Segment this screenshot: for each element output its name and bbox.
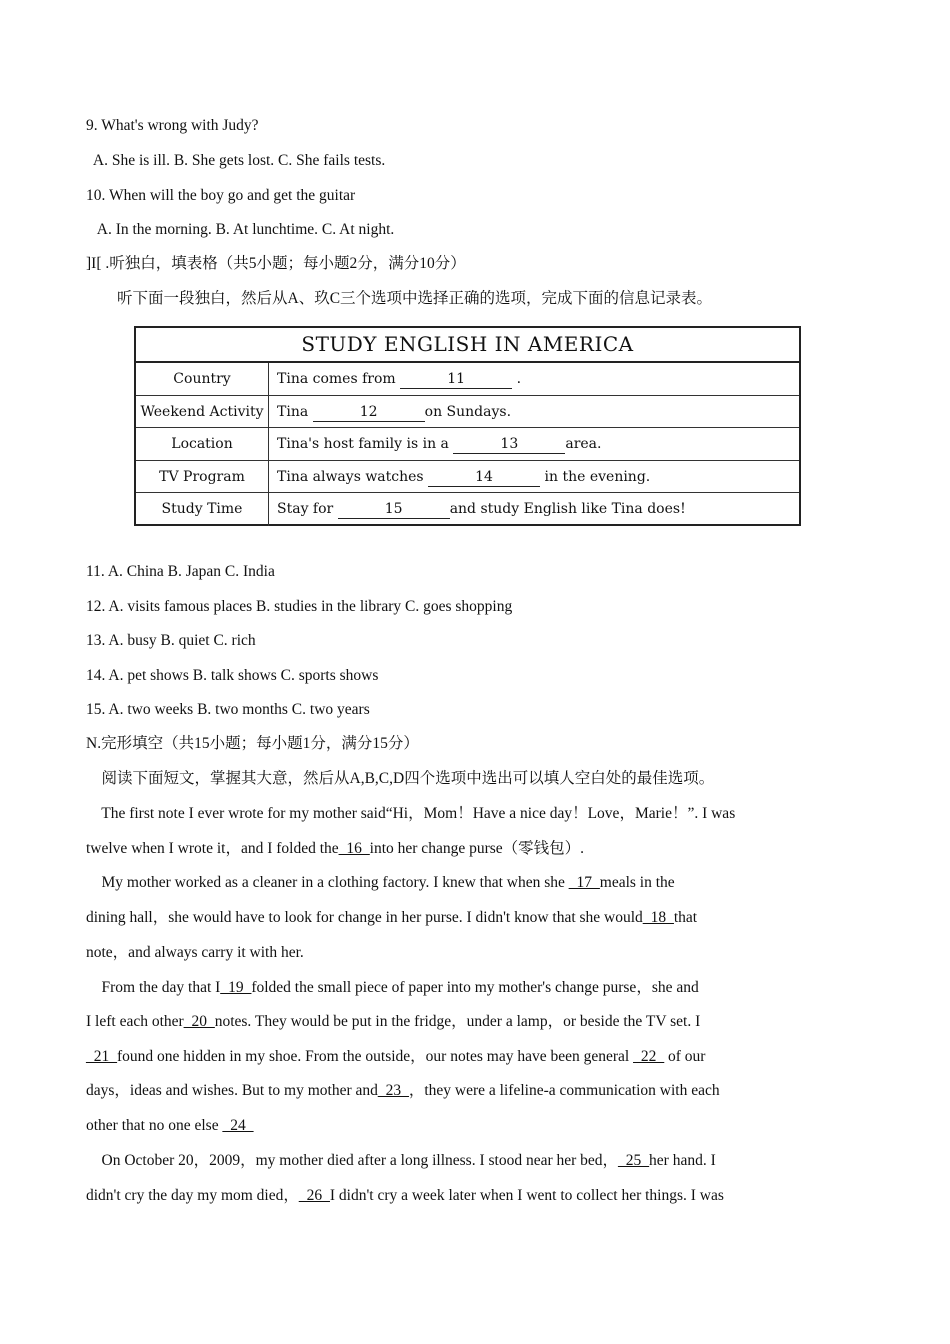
option-15: 15. A. two weeks B. two months C. two years: [86, 701, 370, 718]
table-title: STUDY ENGLISH IN AMERICA: [136, 328, 799, 363]
line-q10-options: A. In the morning. B. At lunchtime. C. At night.: [86, 221, 395, 238]
blank-23: _23_: [377, 1082, 409, 1099]
blank-12: 12: [313, 403, 425, 422]
passage-line: The first note I ever wrote for my mother said“Hi，Mom！Have a nice day！Love，Marie！”. I was: [86, 805, 736, 822]
passage-line: note，and always carry it with her.: [86, 944, 304, 961]
row-content: Tina comes from 11 .: [277, 371, 522, 387]
blank-13: 13: [453, 435, 565, 454]
passage-line: other that no one else _24_: [86, 1117, 254, 1134]
section-3-instruction: 听下面一段独白，然后从A、玖C三个选项中选择正确的选项，完成下面的信息记录表。: [86, 290, 713, 307]
passage-line: _21_found one hidden in my shoe. From the outside，our notes may have been general _22_ of our: [86, 1048, 706, 1065]
passage-line: dining hall，she would have to look for change in her purse. I didn't know that she would_18_that: [86, 909, 698, 926]
blank-19: _19_: [220, 979, 252, 996]
option-12: 12. A. visits famous places B. studies in the library C. goes shopping: [86, 598, 513, 615]
option-13: 13. A. busy B. quiet C. rich: [86, 632, 256, 649]
option-14: 14. A. pet shows B. talk shows C. sports shows: [86, 667, 379, 684]
blank-20: _20_: [183, 1013, 215, 1030]
row-label: Location: [136, 428, 269, 460]
table-row: [136, 493, 799, 526]
blank-17: _17_: [568, 874, 600, 891]
blank-18: _18_: [642, 909, 674, 926]
table-row: [136, 396, 799, 429]
passage-line: didn't cry the day my mom died，_26_I didn't cry a week later when I went to collect her things. I was: [86, 1187, 724, 1204]
section-4-instruction: 阅读下面短文，掌握其大意，然后从A,B,C,D四个选项中选出可以填人空白处的最佳选项。: [86, 770, 715, 787]
blank-26: _26_: [298, 1187, 330, 1204]
passage-line: twelve when I wrote it，and I folded the_16_into her change purse（零钱包）.: [86, 840, 585, 857]
line-q9-options: A. She is ill. B. She gets lost. C. She fails tests.: [86, 152, 386, 169]
row-content: Tina 12 on Sundays.: [277, 403, 512, 420]
line-q10: 10. When will the boy go and get the guitar: [86, 187, 356, 204]
blank-14: 14: [428, 468, 540, 487]
blank-11: 11: [400, 370, 512, 389]
option-11: 11. A. China B. Japan C. India: [86, 563, 275, 580]
blank-16: _16_: [338, 840, 370, 857]
table-row: [136, 363, 799, 396]
table-row: [136, 461, 799, 494]
section-4-heading: N.完形填空（共15小题；每小题1分，满分15分）: [86, 735, 419, 752]
blank-24: _24_: [222, 1117, 254, 1134]
passage-line: My mother worked as a cleaner in a clothing factory. I knew that when she _17_meals in the: [86, 874, 675, 891]
blank-15: 15: [338, 500, 450, 519]
row-label: Country: [136, 363, 269, 395]
info-table: [134, 326, 801, 526]
row-content: Stay for 15 and study English like Tina does!: [277, 501, 686, 517]
row-label: Weekend Activity: [136, 396, 269, 428]
passage-line: I left each other_20_notes. They would be put in the fridge，under a lamp，or beside the TV set. I: [86, 1013, 701, 1030]
line-q9: 9. What's wrong with Judy?: [86, 117, 259, 134]
passage-line: From the day that I_19_folded the small piece of paper into my mother's change purse，she and: [86, 979, 699, 996]
row-content: Tina always watches 14 in the evening.: [277, 468, 651, 485]
blank-21: _21_: [86, 1048, 117, 1065]
section-3-heading: ]I[ .听独白，填表格（共5小题；每小题2分，满分10分）: [86, 255, 466, 272]
passage-line: On October 20，2009，my mother died after a long illness. I stood near her bed，_25_her hand. I: [86, 1152, 716, 1169]
blank-22: _22_: [633, 1048, 665, 1065]
blank-25: _25_: [618, 1152, 650, 1169]
row-content: Tina's host family is in a 13 area.: [277, 436, 602, 452]
table-row: [136, 428, 799, 461]
row-label: TV Program: [136, 461, 269, 493]
passage-line: days，ideas and wishes. But to my mother and_23_，they were a lifeline-a communication with each: [86, 1082, 720, 1099]
row-label: Study Time: [136, 493, 269, 526]
